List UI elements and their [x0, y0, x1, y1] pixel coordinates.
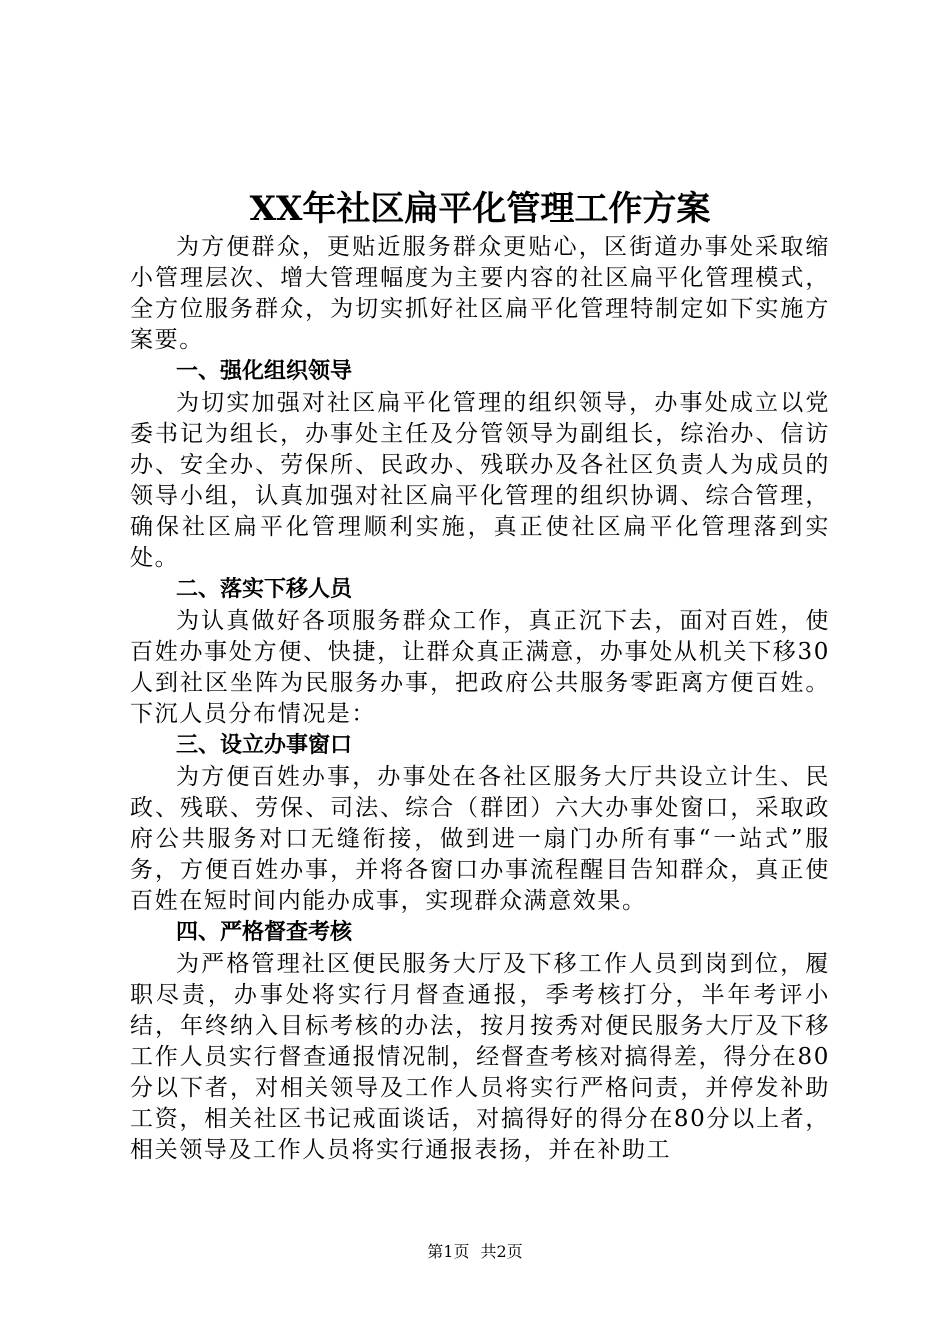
page-number-current: 第1页 [427, 1242, 470, 1261]
section-heading-3: 三、设立办事窗口 [176, 733, 353, 758]
document-page [130, 186, 830, 1166]
document-title: XX年社区扁平化管理工作方案 [249, 189, 711, 229]
section-body-2: 为认真做好各项服务群众工作，真正沉下去，面对百姓，使百姓办事处方便、快捷，让群众真正满意，办事处从机关下移30人到社区坐阵为民服务办事，把政府公共服务零距离方便百姓。下沉人员分布情况是： [130, 608, 830, 727]
page-number-total: 共2页 [480, 1242, 523, 1261]
intro-paragraph: 为方便群众，更贴近服务群众更贴心，区街道办事处采取缩小管理层次、增大管理幅度为主要内容的社区扁平化管理模式，全方位服务群众，为切实抓好社区扁平化管理特制定如下实施方案要。 [130, 234, 830, 353]
section-heading-1: 一、强化组织领导 [176, 359, 353, 384]
section-body-3: 为方便百姓办事，办事处在各社区服务大厅共设立计生、民政、残联、劳保、司法、综合（群团）六大办事处窗口，采取政府公共服务对口无缝衔接，做到进一扇门办所有事“一站式”服务，方便百姓办事，并将各窗口办事流程醒目告知群众，真正使百姓在短时间内能办成事，实现群众满意效果。 [130, 764, 830, 914]
section-heading-2: 二、落实下移人员 [176, 577, 353, 602]
section-body-4: 为严格管理社区便民服务大厅及下移工作人员到岗到位，履职尽责，办事处将实行月督查通报，季考核打分，半年考评小结，年终纳入目标考核的办法，按月按秀对便民服务大厅及下移工作人员实行督查通报情况制，经督查考核对搞得差，得分在80分以下者，对相关领导及工作人员将实行严格问责，并停发补助工资，相关社区书记戒面谈话，对搞得好的得分在80分以上者，相关领导及工作人员将实行通报表扬，并在补助工 [130, 951, 830, 1163]
page-footer [0, 1242, 950, 1262]
section-heading-4: 四、严格督查考核 [176, 920, 353, 945]
section-body-1: 为切实加强对社区扁平化管理的组织领导，办事处成立以党委书记为组长，办事处主任及分管领导为副组长，综治办、信访办、安全办、劳保所、民政办、残联办及各社区负责人为成员的领导小组，认真加强对社区扁平化管理的组织协调、综合管理，确保社区扁平化管理顺利实施，真正使社区扁平化管理落到实处。 [130, 390, 830, 571]
